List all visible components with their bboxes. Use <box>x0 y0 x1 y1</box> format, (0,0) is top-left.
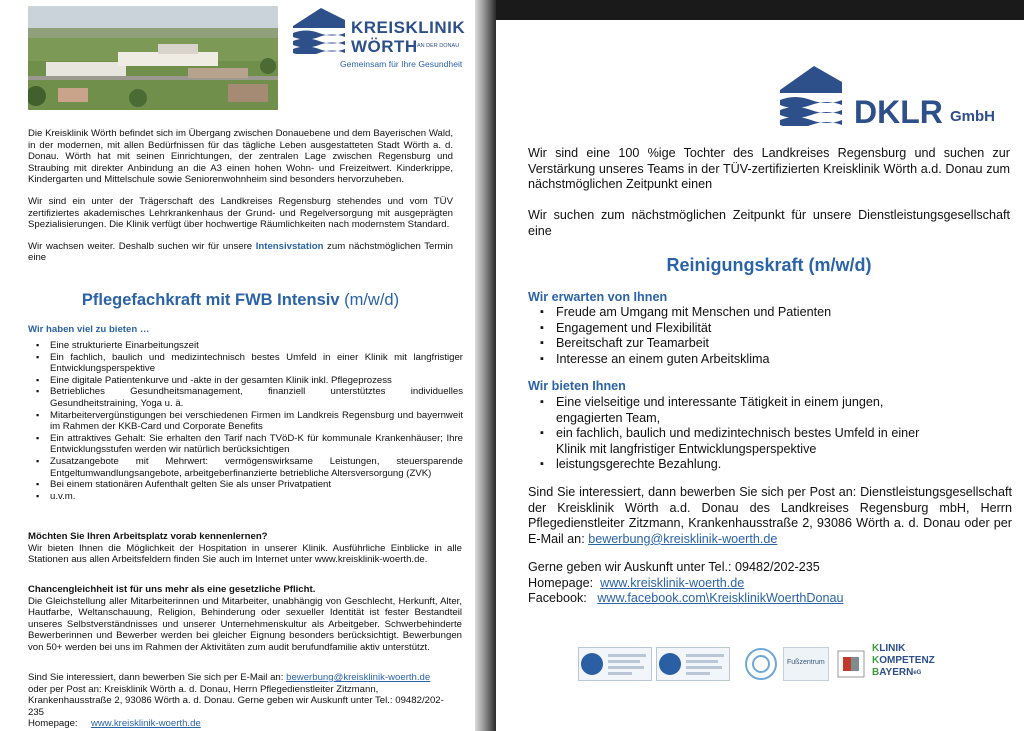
equality-text: Die Gleichstellung aller Mitarbeiterinnen und Mitarbeiter, unabhängig von Geschlecht, Herkunft, Alter, Hautfarbe, Weltanschauung, Religion, Behinderung oder sexueller Identität ist fester Bestandteil unseres Selbstverständnisses und unserer Unternehmenskultur als Arbeitgeber. Schwerbehinderte Bewerberinnen und Bewerber werden bei gleicher Eignung besonders berücksichtigt. Bewerbungen von 50+ werden bei uns im Rahmen der Aktivitäten zum audit berufundfamilie aktiv unterstützt. <box>28 595 462 653</box>
list-item: ▪ Zusatzangebote mit Mehrwert: vermögenswirksame Leistungen, steuersparende Entgeltumwandlungsangebote, arbeitgeberfinanzierte betriebliche Altersversorgung (ZVK) <box>28 456 463 479</box>
search-highlight: Intensivstation <box>255 240 324 252</box>
hospitation-heading: Möchten Sie Ihren Arbeitsplatz vorab kennenlernen? <box>28 531 268 542</box>
list-item: ▪ Ein fachlich, baulich und medizintechnisch bestes Umfeld in einer Klinik mit langfristiger Entwicklungsperspektive <box>28 352 463 375</box>
dklr-name: DKLR <box>854 94 943 130</box>
equality-section <box>28 584 462 654</box>
left-job-title: Pflegefachkraft mit FWB Intensiv (m/w/d) <box>81 291 400 309</box>
tuv-certificate-badge <box>578 647 652 681</box>
page-gutter <box>475 0 496 731</box>
hospitation-text: Wir bieten Ihnen die Möglichkeit der Hospitation in unserer Klinik. Ausführliche Einblicke in alle Stationen aus allen Arbeitsfeldern finden Sie auch im Internet unter www.kreisklinik-woerth.de. <box>28 542 462 566</box>
logo-line1: KREISKLINIK <box>351 18 466 37</box>
equality-heading: Chancengleichheit ist für uns mehr als eine gesetzliche Pflicht. <box>28 584 316 595</box>
info-line: Gerne geben wir Auskunft unter Tel.: 09482/202-235 <box>528 560 820 574</box>
kreisklinik-logo-icon <box>291 6 347 54</box>
offers-list <box>28 340 463 502</box>
expect-heading: Wir erwarten von Ihnen <box>528 290 668 304</box>
intro-text <box>28 128 453 274</box>
intro-paragraph: Wir sind ein unter der Trägerschaft des Landkreises Regensburg stehendes und vom TÜV zertifiziertes akademisches Lehrkrankenhaus der Grund- und Regelversorgung mit ausgeprägten Spezialisierungen. Die Klinik verfügt über hochwertige Räumlichkeiten nach modernstem Standard. <box>28 195 453 231</box>
dklr-logo <box>778 64 1008 134</box>
list-item: ▪ Mitarbeitervergünstigungen bei verschiedenen Firmen im Landkreis Regensburg und bayernweit im Rahmen der KKB-Card und Corporate Benefits <box>28 410 463 433</box>
facebook-link[interactable]: www.facebook.com\KreisklinikWoerthDonau <box>597 591 844 606</box>
kkb-logo: KLINIK KOMPETENZ $BAYERN^{eG}$ <box>872 643 935 678</box>
email-link[interactable]: bewerbung@kreisklinik-woerth.de <box>286 672 431 683</box>
kreisklinik-logo <box>291 6 471 74</box>
right-intro-2: Wir suchen zum nächstmöglichen Zeitpunkt für unsere Dienstleistungsgesellschaft eine <box>528 208 1010 238</box>
right-intro-1: Wir sind eine 100 %ige Tochter des Landkreises Regensburg und suchen zur Verstärkung unseres Teams in der TÜV-zertifizierten Kreisklinik Wörth a.d. Donau zum nächstmöglichen Zeitpunkt einen <box>528 146 1010 192</box>
endocert-seal-icon <box>744 647 778 681</box>
list-item: ▪ Bei einem stationären Aufenthalt gelten Sie als unser Privatpatient <box>28 479 463 491</box>
list-item: ▪ ein fachlich, baulich und medizintechnisch bestes Umfeld in einer Klinik mit langfristiger Entwicklungsperspektive <box>528 426 948 457</box>
homepage-link[interactable]: www.kreisklinik-woerth.de <box>90 718 201 730</box>
list-item: ▪ Ein attraktives Gehalt: Sie erhalten den Tarif nach TVöD-K für kommunale Krankenhäuser; Ihre Entwicklungsstufen werden wir natürlich berücksichtigen <box>28 433 463 456</box>
list-item: ▪ Engagement und Flexibilität <box>528 321 998 337</box>
list-item: ▪ Eine digitale Patientenkurve und -akte in der gesamten Klinik inkl. Pflegeprozess <box>28 375 463 387</box>
list-item: ▪ Betriebliches Gesundheitsmanagement, finanziell unterstütztes individuelles Gesundheitstraining, Yoga u. ä. <box>28 386 463 409</box>
fusszentrum-label: Fußzentrum <box>787 659 825 666</box>
fusszentrum-badge <box>783 647 829 681</box>
offer-heading: Wir bieten Ihnen <box>528 379 626 393</box>
list-item: ▪ Freude am Umgang mit Menschen und Patienten <box>528 305 998 321</box>
logo-tagline: Gemeinsam für Ihre Gesundheit <box>340 59 463 69</box>
offers-heading: Wir haben viel zu bieten … <box>28 324 150 335</box>
intro-paragraph: Die Kreisklinik Wörth befindet sich im Übergang zwischen Donauebene und dem Bayerischen Wald, in der modernen, mit allen Bedürfnissen für das tägliche Leben ausgestatteten Stadt Wörth a. d. Donau. Wörth hat mit seinen Einrichtungen, der zentralen Lage zwischen Regensburg und Straubing mit direkter Anbindung an die A3 einen hohen Wohn- und Freizeitwert. Kinderkrippe, Kindergarten und Mittelschule sowie Seniorenwohnheim sind besonders hervorzuheben. <box>28 128 453 186</box>
apply-text: Sind Sie interessiert, dann bewerben Sie sich per Post an: Dienstleistungsgesellschaft der Kreisklinik Wörth a.d. Donau des Landkreises Regensburg mbH, Herrn Pflegedienstleiter Zitzmann, Krankenhausstraße 2, 93086 Wörth a. d. Donau oder per E-Mail an: bewerbung@kreisklinik-woerth.de <box>528 485 1012 546</box>
homepage-link[interactable]: www.kreisklinik-woerth.de <box>600 575 745 590</box>
logo-small: AN DER DONAU <box>417 43 460 49</box>
list-item: ▪ leistungsgerechte Bezahlung. <box>528 457 948 473</box>
email-link[interactable]: bewerbung@kreisklinik-woerth.de <box>588 531 778 546</box>
facebook-line: Facebook: www.facebook.com\KreisklinikWoerthDonau <box>528 591 844 606</box>
expect-list <box>528 305 998 367</box>
homepage-line: Homepage: www.kreisklinik-woerth.de <box>28 718 201 730</box>
list-item: ▪ Interesse an einem guten Arbeitsklima <box>528 352 998 368</box>
left-job-ad <box>0 0 475 731</box>
logo-line2: WÖRTH <box>351 37 418 56</box>
homepage-line: Homepage: www.kreisklinik-woerth.de <box>528 575 745 590</box>
offer-list <box>528 395 948 473</box>
search-sentence: Wir wachsen weiter. Deshalb suchen wir für unsere Intensivstation zum nächstmöglichen Termin eine <box>28 240 454 264</box>
list-item: ▪ Eine strukturierte Einarbeitungszeit <box>28 340 463 352</box>
list-item: ▪ u.v.m. <box>28 491 463 503</box>
right-job-title: Reinigungskraft (m/w/d) <box>666 255 872 275</box>
dklr-suffix: GmbH <box>950 108 995 125</box>
dklr-logo-icon <box>778 64 844 126</box>
contact-section: Sind Sie interessiert, dann bewerben Sie sich per E-Mail an: bewerbung@kreisklinik-woerth.de oder per Post an: Kreisklinik Wörth a. d. Donau, Herrn Pflegedienstleiter Zitzmann, Krankenhausstraße 2, 93086 Wörth a. d. Donau. Gerne geben wir Auskunft unter Tel.: 09482/202-235 Homepage: www.kreisklinik-woerth.de <box>28 672 448 730</box>
right-job-ad <box>496 20 1024 731</box>
list-item: ▪ Bereitschaft zur Teamarbeit <box>528 336 998 352</box>
hospitation-section <box>28 531 462 566</box>
klinik-emblem-icon <box>836 647 866 681</box>
tuv-certificate-badge <box>656 647 730 681</box>
clinic-aerial-photo <box>28 6 278 110</box>
list-item: ▪ Eine vielseitige und interessante Tätigkeit in einem jungen, engagierten Team, <box>528 395 948 426</box>
right-info <box>528 560 1012 607</box>
